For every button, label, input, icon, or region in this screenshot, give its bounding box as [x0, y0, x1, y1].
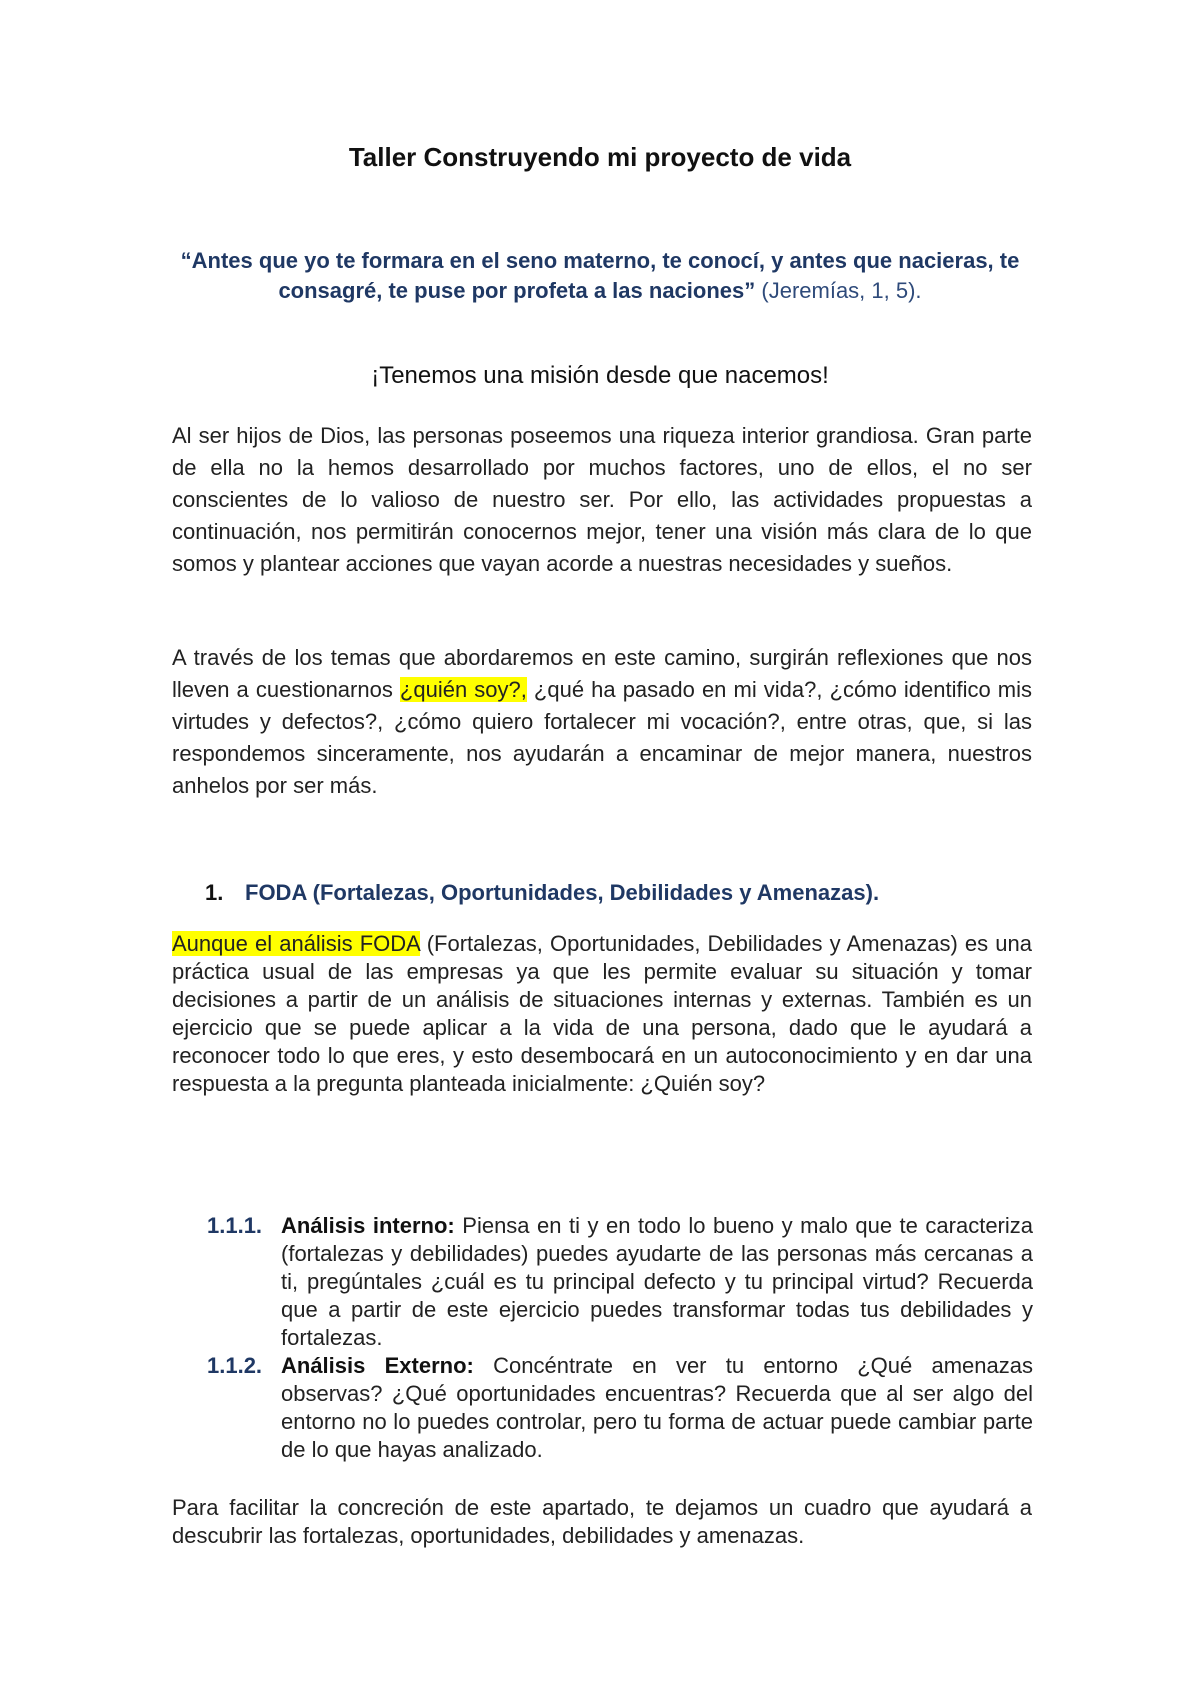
reflection-text-after: ¿qué ha pasado en mi vida?, ¿cómo identifico mis virtudes y defectos?, ¿cómo quiero fortalecer mi vocación?, entre otras, que, si las respondemos sinceramente, nos ayudarán a encaminar de mejor manera, nuestros anhelos por ser más. [172, 677, 1032, 798]
list-item-analisis-externo [207, 1352, 1033, 1464]
bible-quote [170, 246, 1030, 306]
foda-paragraph [172, 930, 1032, 1098]
highlighted-question: ¿quién soy?, [399, 677, 527, 702]
intro-paragraph: Al ser hijos de Dios, las personas poseemos una riqueza interior grandiosa. Gran parte de ella no la hemos desarrollado por muchos factores, uno de ellos, el no ser conscientes de lo valioso de nuestro ser. Por ello, las actividades propuestas a continuación, nos permitirán conocernos mejor, tener una visión más clara de lo que somos y plantear acciones que vayan acorde a nuestras necesidades y sueños. [172, 423, 1032, 576]
section-subtitle: ¡Tenemos una misión desde que nacemos! [371, 362, 829, 389]
reflection-paragraph [172, 642, 1032, 802]
subitem-number: 1.1.1. [207, 1213, 263, 1238]
subitem-lead: Análisis Externo: [281, 1353, 474, 1378]
quote-text: “Antes que yo te formara en el seno materno, te conocí, y antes que nacieras, te consagré, te puse por profeta a las naciones” [180, 248, 1020, 303]
highlighted-foda-phrase: Aunque el análisis FODA [172, 931, 420, 956]
document-title: Taller Construyendo mi proyecto de vida [348, 142, 852, 172]
subitem-text: Concéntrate en ver tu entorno ¿Qué amenazas observas? ¿Qué oportunidades encuentras? Recuerda que al ser algo del entorno no lo puedes controlar, pero tu forma de actuar puede cambiar parte de lo que hayas analizado. [281, 1353, 1033, 1462]
foda-paragraph-text: (Fortalezas, Oportunidades, Debilidades y Amenazas) es una práctica usual de las empresas ya que les permite evaluar su situación y tomar decisiones a partir de un análisis de situaciones internas y externas. También es un ejercicio que se puede aplicar a la vida de una persona, dado que le ayudará a reconocer todo lo que eres, y esto desembocará en un autoconocimiento y en dar una respuesta a la pregunta planteada inicialmente: ¿Quién soy? [172, 931, 1032, 1096]
section-heading-text: FODA (Fortalezas, Oportunidades, Debilidades y Amenazas). [245, 880, 880, 905]
subitem-body [281, 1212, 1033, 1352]
closing-paragraph: Para facilitar la concreción de este apartado, te dejamos un cuadro que ayudará a descubrir las fortalezas, oportunidades, debilidades y amenazas. [172, 1495, 1032, 1548]
foda-subitem-list [207, 1212, 1033, 1464]
subitem-lead: Análisis interno: [281, 1213, 455, 1238]
section-number: 1. [205, 880, 224, 905]
quote-citation: (Jeremías, 1, 5). [755, 278, 922, 303]
foda-section-heading [205, 880, 879, 906]
reflection-text-before: A través de los temas que abordaremos en este camino, surgirán reflexiones que nos lleven a cuestionarnos [172, 645, 1032, 702]
list-item-analisis-interno [207, 1212, 1033, 1352]
subitem-body [281, 1352, 1033, 1464]
subitem-number: 1.1.2. [207, 1353, 263, 1378]
subitem-text: Piensa en ti y en todo lo bueno y malo que te caracteriza (fortalezas y debilidades) puedes ayudarte de las personas más cercanas a ti, pregúntales ¿cuál es tu principal defecto y tu principal virtud? Recuerda que a partir de este ejercicio puedes transformar todas tus debilidades y fortalezas. [281, 1213, 1034, 1350]
